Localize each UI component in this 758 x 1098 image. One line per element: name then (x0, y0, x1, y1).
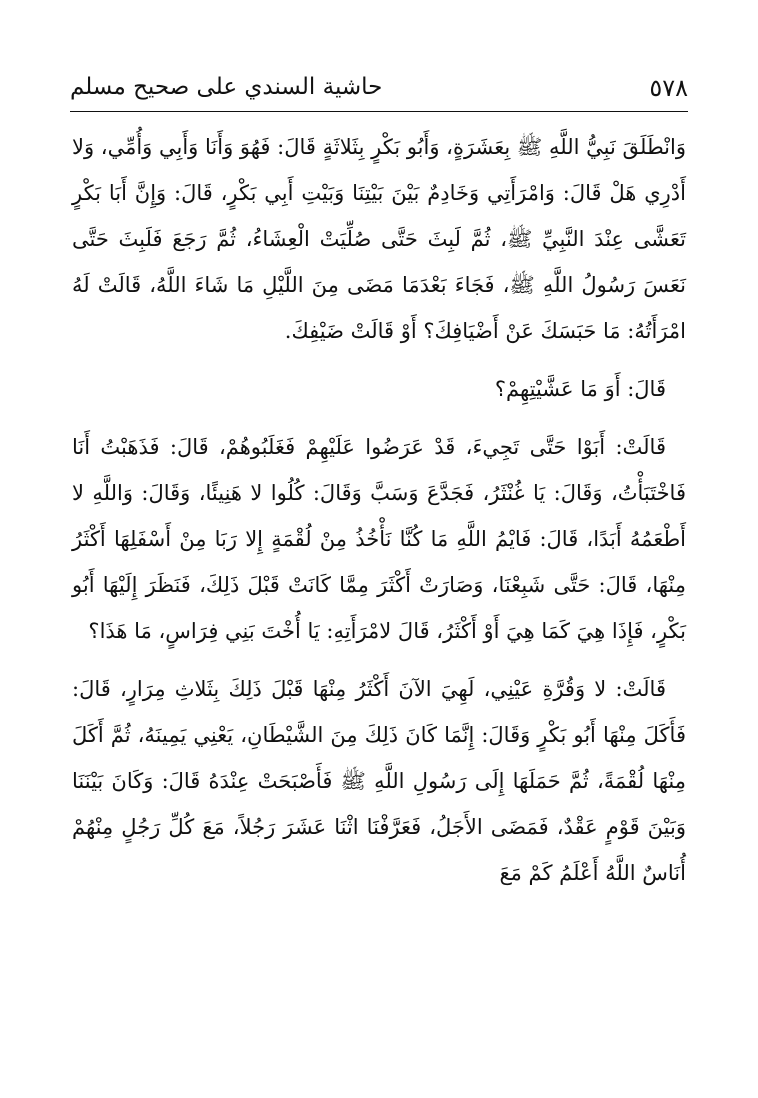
paragraph-text: قَالَتْ: لا وَقُرَّةِ عَيْنِي، لَهِيَ الآنَ أَكْثَرُ مِنْهَا قَبْلَ ذَلِكَ بِثَلاثِ مِرَارٍ، قَالَ: فَأَكَلَ مِنْهَا أَبُو بَكْرٍ وَقَالَ: إِنَّمَا كَانَ ذَلِكَ مِنَ الشَّيْطَانِ، يَعْنِي يَمِينَهُ، ثُمَّ أَكَلَ مِنْهَا لُقْمَةً، ثُمَّ حَمَلَهَا إِلَى رَسُولِ اللَّهِ ﷺ فَأَصْبَحَتْ عِنْدَهُ قَالَ: وَكَانَ بَيْنَنَا وَبَيْنَ قَوْمٍ عَقْدٌ، فَمَضَى الأَجَلُ، فَعَرَّفْنَا اثْنَا عَشَرَ رَجُلاً، مَعَ كُلِّ رَجُلٍ مِنْهُمْ أُنَاسٌ اللَّهُ أَعْلَمُ كَمْ مَعَ (72, 677, 686, 885)
paragraph (72, 666, 686, 896)
header-divider (70, 111, 688, 112)
page-number: ٥٧٨ (649, 74, 688, 102)
body-text (72, 124, 686, 896)
paragraph (72, 424, 686, 654)
paragraph-text: قَالَتْ: أَبَوْا حَتَّى تَجِيءَ، قَدْ عَرَضُوا عَلَيْهِمْ فَغَلَبُوهُمْ، قَالَ: فَذَهَبْتُ أَنَا فَاخْتَبَأْتُ، وَقَالَ: يَا غُنْثَرُ، فَجَدَّعَ وَسَبَّ وَقَالَ: كُلُوا لا هَنِيئًا، وَقَالَ: وَاللَّهِ لا أَطْعَمُهُ أَبَدًا، قَالَ: فَايْمُ اللَّهِ مَا كُنَّا نَأْخُذُ مِنْ لُقْمَةٍ إِلا رَبَا مِنْ أَسْفَلِهَا أَكْثَرُ مِنْهَا، قَالَ: حَتَّى شَبِعْنَا، وَصَارَتْ أَكْثَرَ مِمَّا كَانَتْ قَبْلَ ذَلِكَ، فَنَظَرَ إِلَيْهَا أَبُو بَكْرٍ، فَإِذَا هِيَ كَمَا هِيَ أَوْ أَكْثَرُ، قَالَ لامْرَأَتِهِ: يَا أُخْتَ بَنِي فِرَاسٍ، مَا هَذَا؟ (72, 435, 686, 643)
running-title: حاشية السندي على صحيح مسلم (70, 74, 383, 100)
paragraph (72, 124, 686, 354)
page-header (70, 66, 688, 106)
paragraph (72, 366, 686, 412)
paragraph-text: وَانْطَلَقَ نَبِيُّ اللَّهِ ﷺ بِعَشَرَةٍ، وَأَبُو بَكْرٍ بِثَلاثَةٍ قَالَ: فَهُوَ وَأَنَا وَأَبِي وَأُمِّي، وَلا أَدْرِي هَلْ قَالَ: وَامْرَأَتِي وَخَادِمٌ بَيْنَ بَيْتِنَا وَبَيْتِ أَبِي بَكْرٍ، قَالَ: وَإِنَّ أَبَا بَكْرٍ تَعَشَّى عِنْدَ النَّبِيِّ ﷺ، ثُمَّ لَبِثَ حَتَّى صُلِّيَتْ الْعِشَاءُ، ثُمَّ رَجَعَ فَلَبِثَ حَتَّى نَعَسَ رَسُولُ اللَّهِ ﷺ، فَجَاءَ بَعْدَمَا مَضَى مِنَ اللَّيْلِ مَا شَاءَ اللَّهُ، قَالَتْ لَهُ امْرَأَتُهُ: مَا حَبَسَكَ عَنْ أَضْيَافِكَ؟ أَوْ قَالَتْ ضَيْفِكَ. (72, 135, 686, 343)
paragraph-text: قَالَ: أَوَ مَا عَشَّيْتِهِمْ؟ (494, 377, 666, 401)
